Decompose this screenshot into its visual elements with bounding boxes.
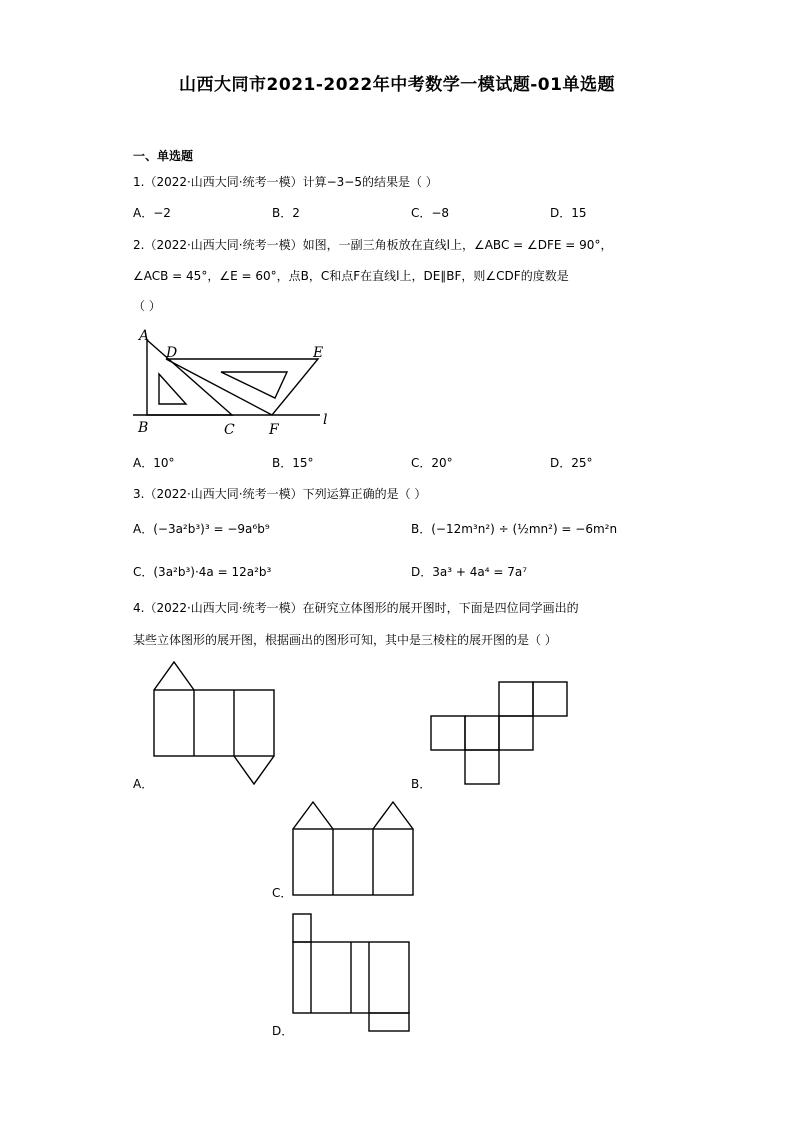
q4-option-d-label: D． <box>272 1024 294 1038</box>
label-d: D <box>166 345 178 361</box>
net-c <box>293 802 413 895</box>
net-b <box>431 682 567 784</box>
q1-stem: 1.（2022·山西大同·统考一模）计算−3−5的结果是（ ） <box>133 175 438 189</box>
q3-option-d: D．3a³ + 4a⁴ = 7a⁷ <box>411 565 528 579</box>
q4-option-a-label: A． <box>133 777 154 791</box>
q4-stem-line2: 某些立体图形的展开图，根据画出的图形可知，其中是三棱柱的展开图的是（ ） <box>133 633 557 647</box>
label-e: E <box>313 345 324 361</box>
q1-option-b: B．2 <box>272 206 300 220</box>
q3-option-b: B．(−12m³n²) ÷ (½mn²) = −6m²n <box>411 522 618 536</box>
q2-option-d: D．25° <box>550 456 593 470</box>
q3-stem: 3.（2022·山西大同·统考一模）下列运算正确的是（ ） <box>133 487 427 501</box>
q2-option-a: A．10° <box>133 456 175 470</box>
q2-stem-line3: （ ） <box>133 299 161 313</box>
section-heading: 一、单选题 <box>133 149 194 163</box>
q1-option-d: D．15 <box>550 206 587 220</box>
triangle-abc-inner <box>159 374 186 404</box>
q4-stem-line1: 4.（2022·山西大同·统考一模）在研究立体图形的展开图时，下面是四位同学画出的 <box>133 601 579 615</box>
net-a <box>154 662 274 784</box>
label-l: l <box>323 412 328 428</box>
label-c: C <box>224 422 235 438</box>
q2-option-b: B．15° <box>272 456 314 470</box>
q4-option-c-label: C． <box>272 886 293 900</box>
q1-option-a: A．−2 <box>133 206 171 220</box>
q2-stem-line1: 2.（2022·山西大同·统考一模）如图，一副三角板放在直线l上，∠ABC = ∠DFE = 90°， <box>133 238 613 252</box>
q3-option-a: A．(−3a²b³)³ = −9a⁶b⁹ <box>133 522 270 536</box>
q1-option-c: C．−8 <box>411 206 450 220</box>
q3-option-c: C．(3a²b³)·4a = 12a²b³ <box>133 565 272 579</box>
page-title: 山西大同市2021-2022年中考数学一模试题-01单选题 <box>179 75 615 95</box>
q2-option-c: C．20° <box>411 456 453 470</box>
q2-stem-line2: ∠ACB = 45°，∠E = 60°，点B，C和点F在直线l上，DE∥BF，则∠CDF的度数是 <box>133 269 569 283</box>
net-d <box>293 914 409 1031</box>
label-a: A <box>139 328 150 344</box>
q4-option-b-label: B． <box>411 777 432 791</box>
triangle-def-inner <box>221 372 287 398</box>
label-f: F <box>269 422 279 438</box>
triangle-def <box>166 359 318 415</box>
label-b: B <box>138 420 149 436</box>
